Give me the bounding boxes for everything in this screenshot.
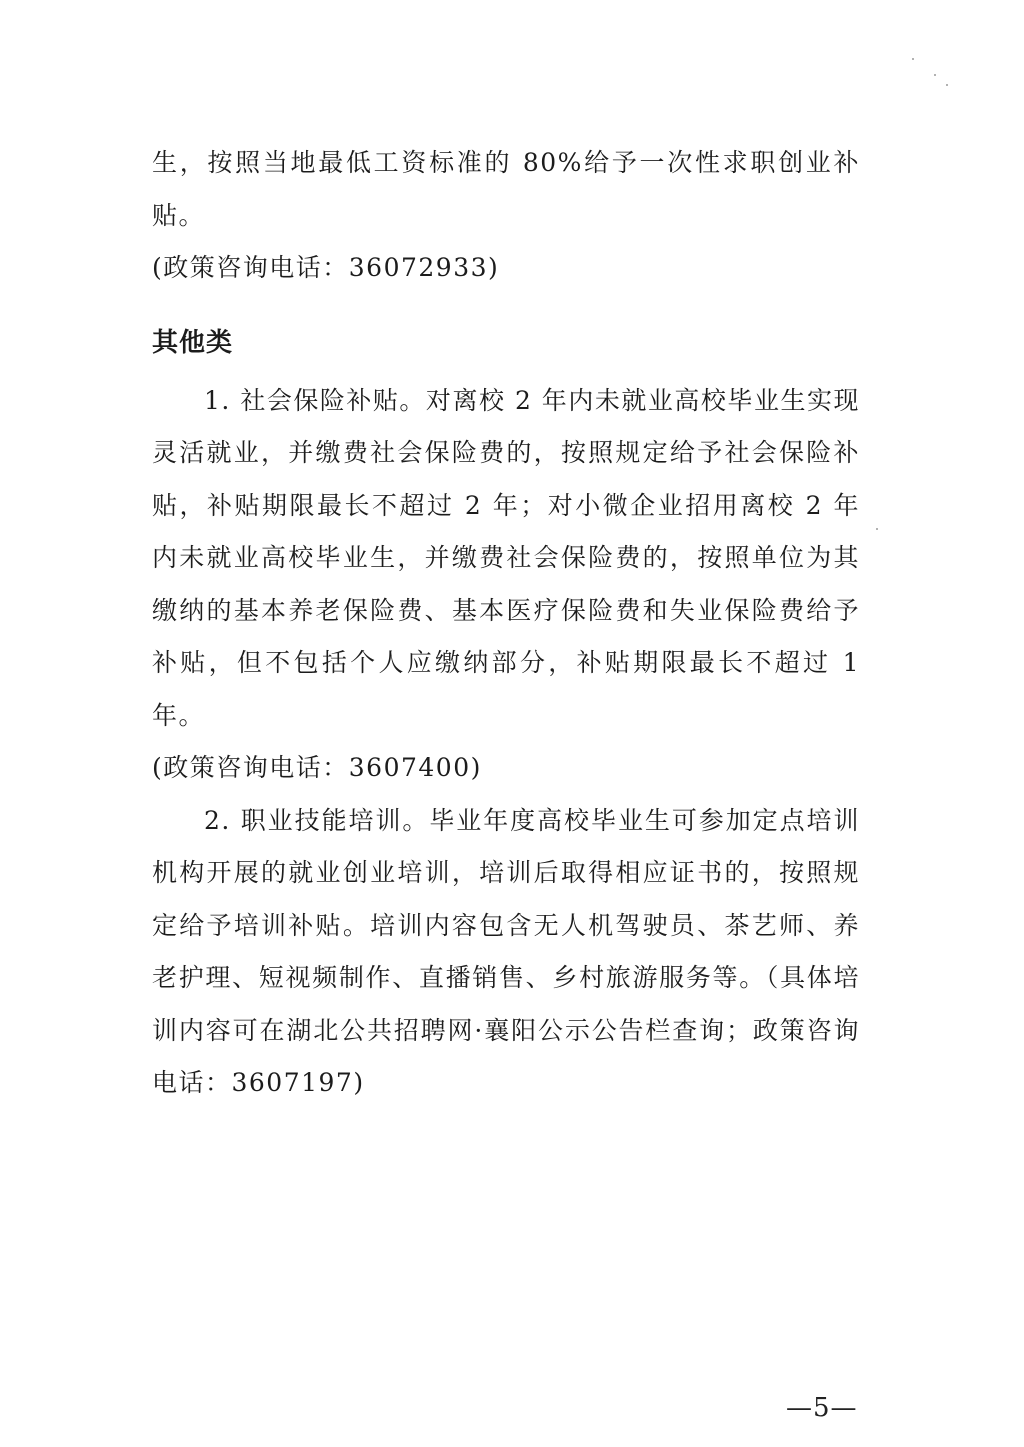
section-heading: 其他类 <box>152 327 234 358</box>
continuation-line: 生，按照当地最低工资标准的 80%给予一次性求职创业补贴。 <box>152 148 860 230</box>
document-body <box>152 137 860 1110</box>
contact-line: (政策咨询电话：36072933) <box>152 253 500 282</box>
page-number: —5— <box>786 1393 858 1423</box>
paragraph-social-insurance: 1. 社会保险补贴。对离校 2 年内未就业高校毕业生实现灵活就业，并缴费社会保险费的，按照规定给予社会保险补贴，补贴期限最长不超过 2 年；对小微企业招用离校 2 年内未就业高校毕业生，并缴费社会保险费的，按照单位为其缴纳的基本养老保险费、基本医疗保险费和失业保险费给予补贴，但不包括个人应缴纳部分，补贴期限最长不超过 1 年。 <box>152 385 860 730</box>
contact-line: (政策咨询电话：3607400) <box>152 753 482 782</box>
scan-speck <box>946 84 948 86</box>
scan-speck <box>912 58 914 60</box>
paragraph-skills-training: 2. 职业技能培训。毕业年度高校毕业生可参加定点培训机构开展的就业创业培训，培训后取得相应证书的，按照规定给予培训补贴。培训内容包含无人机驾驶员、茶艺师、养老护理、短视频制作、直播销售、乡村旅游服务等。（具体培训内容可在湖北公共招聘网·襄阳公示公告栏查询；政策咨询电话：3607197) <box>152 805 860 1097</box>
scan-speck <box>876 528 878 530</box>
scan-speck <box>934 74 936 76</box>
